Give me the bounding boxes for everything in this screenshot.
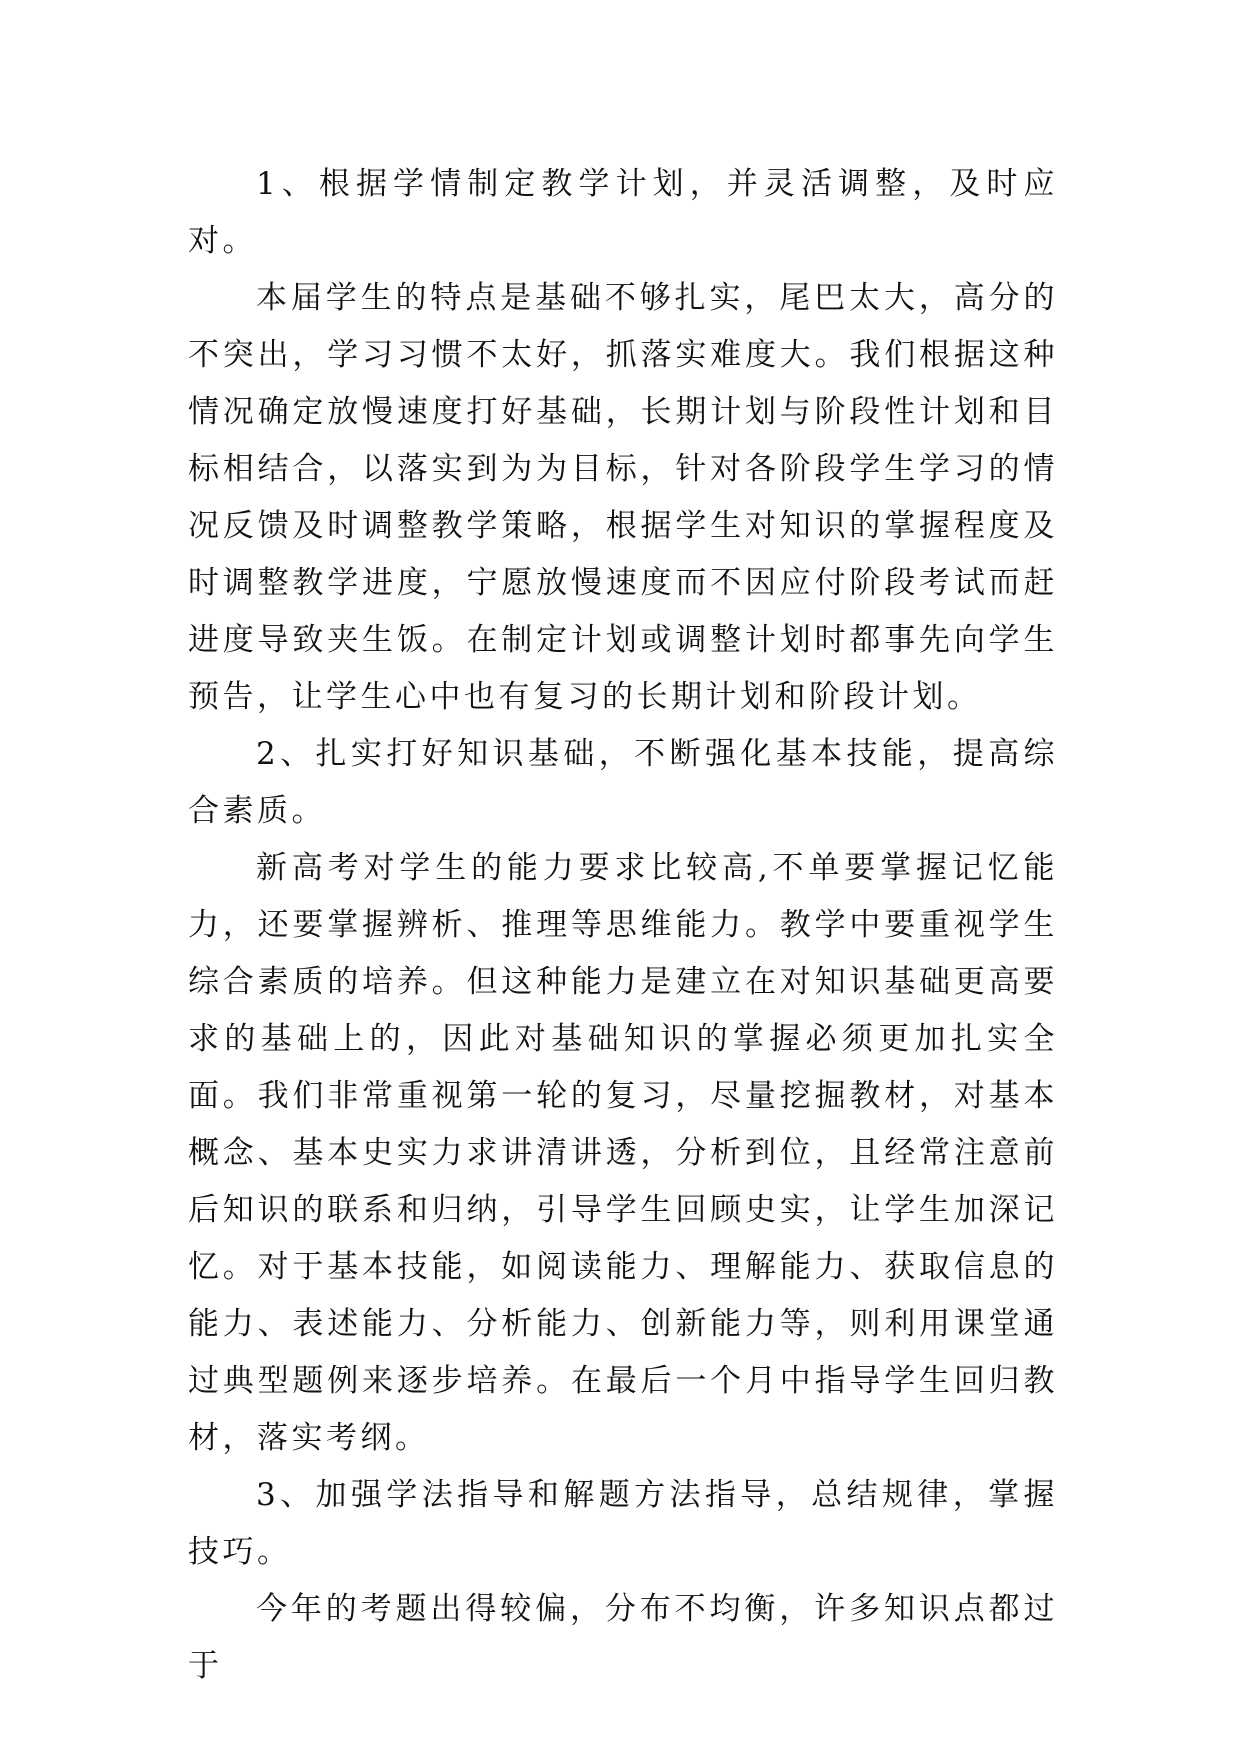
paragraph-heading-1: 1、根据学情制定教学计划，并灵活调整，及时应对。	[188, 166, 1058, 259]
paragraph-heading-2: 2、扎实打好知识基础，不断强化基本技能，提高综合素质。	[188, 736, 1058, 829]
paragraph-heading-3: 3、加强学法指导和解题方法指导，总结规律，掌握技巧。	[188, 1477, 1058, 1570]
paragraph-body-1: 本届学生的特点是基础不够扎实，尾巴太大，高分的不突出，学习习惯不太好，抓落实难度大。我们根据这种情况确定放慢速度打好基础，长期计划与阶段性计划和目标相结合，以落实到为为目标，针对各阶段学生学习的情况反馈及时调整教学策略，根据学生对知识的掌握程度及时调整教学进度，宁愿放慢速度而不因应付阶段考试而赶进度导致夹生饭。在制定计划或调整计划时都事先向学生预告，让学生心中也有复习的长期计划和阶段计划。	[188, 280, 1058, 715]
paragraph-body-2: 新高考对学生的能力要求比较高,不单要掌握记忆能力，还要掌握辨析、推理等思维能力。教学中要重视学生综合素质的培养。但这种能力是建立在对知识基础更高要求的基础上的，因此对基础知识的掌握必须更加扎实全面。我们非常重视第一轮的复习，尽量挖掘教材，对基本概念、基本史实力求讲清讲透，分析到位，且经常注意前后知识的联系和归纳，引导学生回顾史实，让学生加深记忆。对于基本技能，如阅读能力、理解能力、获取信息的能力、表述能力、分析能力、创新能力等，则利用课堂通过典型题例来逐步培养。在最后一个月中指导学生回归教材，落实考纲。	[188, 850, 1058, 1456]
paragraph-body-3: 今年的考题出得较偏，分布不均衡，许多知识点都过于	[188, 1591, 1058, 1684]
document-body	[188, 156, 1058, 1695]
